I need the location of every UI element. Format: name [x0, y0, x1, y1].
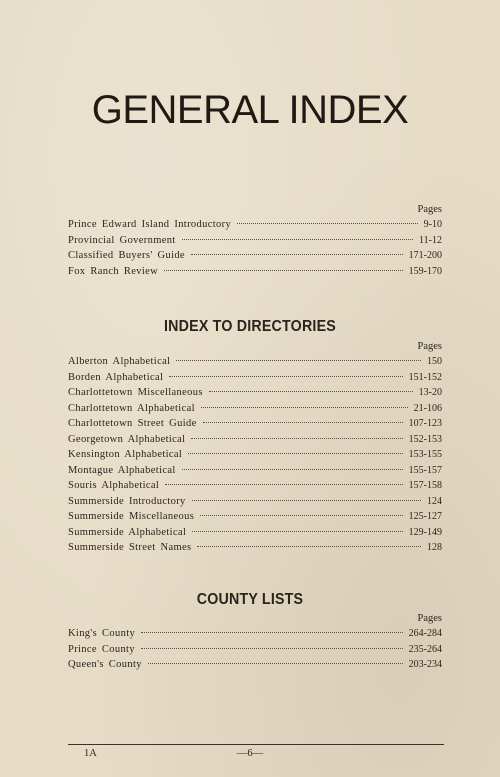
page-title: GENERAL INDEX [91, 88, 409, 132]
entry-pages: 21-106 [413, 402, 442, 414]
entry-name: Fox Ranch Review [68, 265, 159, 277]
index-entry [68, 233, 442, 249]
dot-leader [203, 422, 403, 423]
entry-pages: 9-10 [423, 219, 442, 230]
entry-pages: 151-152 [408, 371, 442, 383]
entry-pages: 264-284 [408, 628, 442, 639]
entry-pages: 13-20 [418, 387, 442, 398]
dot-leader [182, 239, 413, 240]
index-entry [68, 401, 442, 417]
index-entry [68, 463, 442, 479]
entry-name: Queen's County [68, 659, 142, 670]
entry-name: Georgetown Alphabetical [68, 433, 186, 445]
entry-name: Prince County [68, 643, 135, 655]
index-entry [68, 416, 442, 432]
dot-leader [192, 500, 421, 501]
entry-pages: 153-155 [408, 449, 442, 460]
index-entry [68, 217, 442, 233]
directories-heading: INDEX TO DIRECTORIES [164, 318, 336, 335]
dot-leader [191, 438, 402, 439]
dot-leader [148, 663, 403, 664]
entry-pages: 128 [427, 542, 442, 553]
index-entry [68, 525, 442, 541]
entry-pages: 129-149 [408, 526, 442, 538]
pages-column-label: Pages [417, 204, 442, 215]
entry-pages: 124 [427, 495, 442, 507]
entry-pages: 171-200 [408, 250, 442, 261]
dot-leader [141, 632, 403, 633]
entry-name: Summerside Miscellaneous [68, 511, 195, 522]
entry-pages: 203-234 [408, 659, 442, 670]
dot-leader [237, 223, 418, 224]
pages-column-label: Pages [417, 613, 442, 624]
footer-code: 1A [84, 748, 97, 759]
county-lists-heading: COUNTY LISTS [196, 591, 304, 608]
entry-name: Summerside Alphabetical [68, 526, 187, 538]
entry-name: Summerside Introductory [68, 495, 186, 507]
entry-name: Borden Alphabetical [68, 371, 164, 383]
page-number: —6— [236, 748, 264, 759]
entry-pages: 125-127 [408, 511, 442, 522]
entry-name: Alberton Alphabetical [68, 356, 171, 367]
entry-pages: 155-157 [408, 464, 442, 476]
entry-name: Charlottetown Miscellaneous [68, 387, 203, 398]
entry-name: Prince Edward Island Introductory [68, 219, 232, 230]
dot-leader [191, 254, 403, 255]
entry-pages: 150 [427, 356, 442, 367]
footer-rule [68, 744, 444, 745]
index-entry [68, 354, 442, 370]
entry-name: Kensington Alphabetical [68, 449, 183, 460]
entry-pages: 159-170 [408, 265, 442, 277]
dot-leader [200, 515, 402, 516]
dot-leader [188, 453, 403, 454]
index-entry [68, 540, 442, 556]
index-entry [68, 447, 442, 463]
entry-pages: 152-153 [408, 433, 442, 445]
index-entry [68, 264, 442, 280]
index-entry [68, 657, 442, 673]
dot-leader [169, 376, 402, 377]
county-lists-index-list [68, 611, 442, 673]
entry-pages: 11-12 [419, 234, 442, 246]
dot-leader [201, 407, 408, 408]
entry-pages: 107-123 [408, 418, 442, 429]
index-entry [68, 248, 442, 264]
dot-leader [176, 360, 421, 361]
index-entry [68, 385, 442, 401]
dot-leader [164, 270, 403, 271]
entry-pages: 157-158 [408, 480, 442, 491]
index-entry [68, 626, 442, 642]
index-entry [68, 494, 442, 510]
dot-leader [197, 546, 421, 547]
dot-leader [192, 531, 402, 532]
entry-name: Provincial Government [68, 234, 176, 246]
entry-pages: 235-264 [408, 643, 442, 655]
entry-name: Charlottetown Alphabetical [68, 402, 195, 414]
directories-index-list [68, 339, 442, 556]
index-entry [68, 432, 442, 448]
entry-name: Charlottetown Street Guide [68, 418, 197, 429]
general-index-list [68, 202, 442, 279]
dot-leader [182, 469, 403, 470]
index-entry [68, 478, 442, 494]
entry-name: Summerside Street Names [68, 542, 192, 553]
entry-name: Souris Alphabetical [68, 480, 160, 491]
pages-column-label: Pages [417, 341, 442, 352]
dot-leader [209, 391, 413, 392]
index-entry [68, 509, 442, 525]
dot-leader [141, 648, 403, 649]
index-entry [68, 642, 442, 658]
entry-name: Montague Alphabetical [68, 464, 176, 476]
dot-leader [165, 484, 402, 485]
entry-name: Classified Buyers' Guide [68, 250, 185, 261]
entry-name: King's County [68, 628, 136, 639]
index-entry [68, 370, 442, 386]
